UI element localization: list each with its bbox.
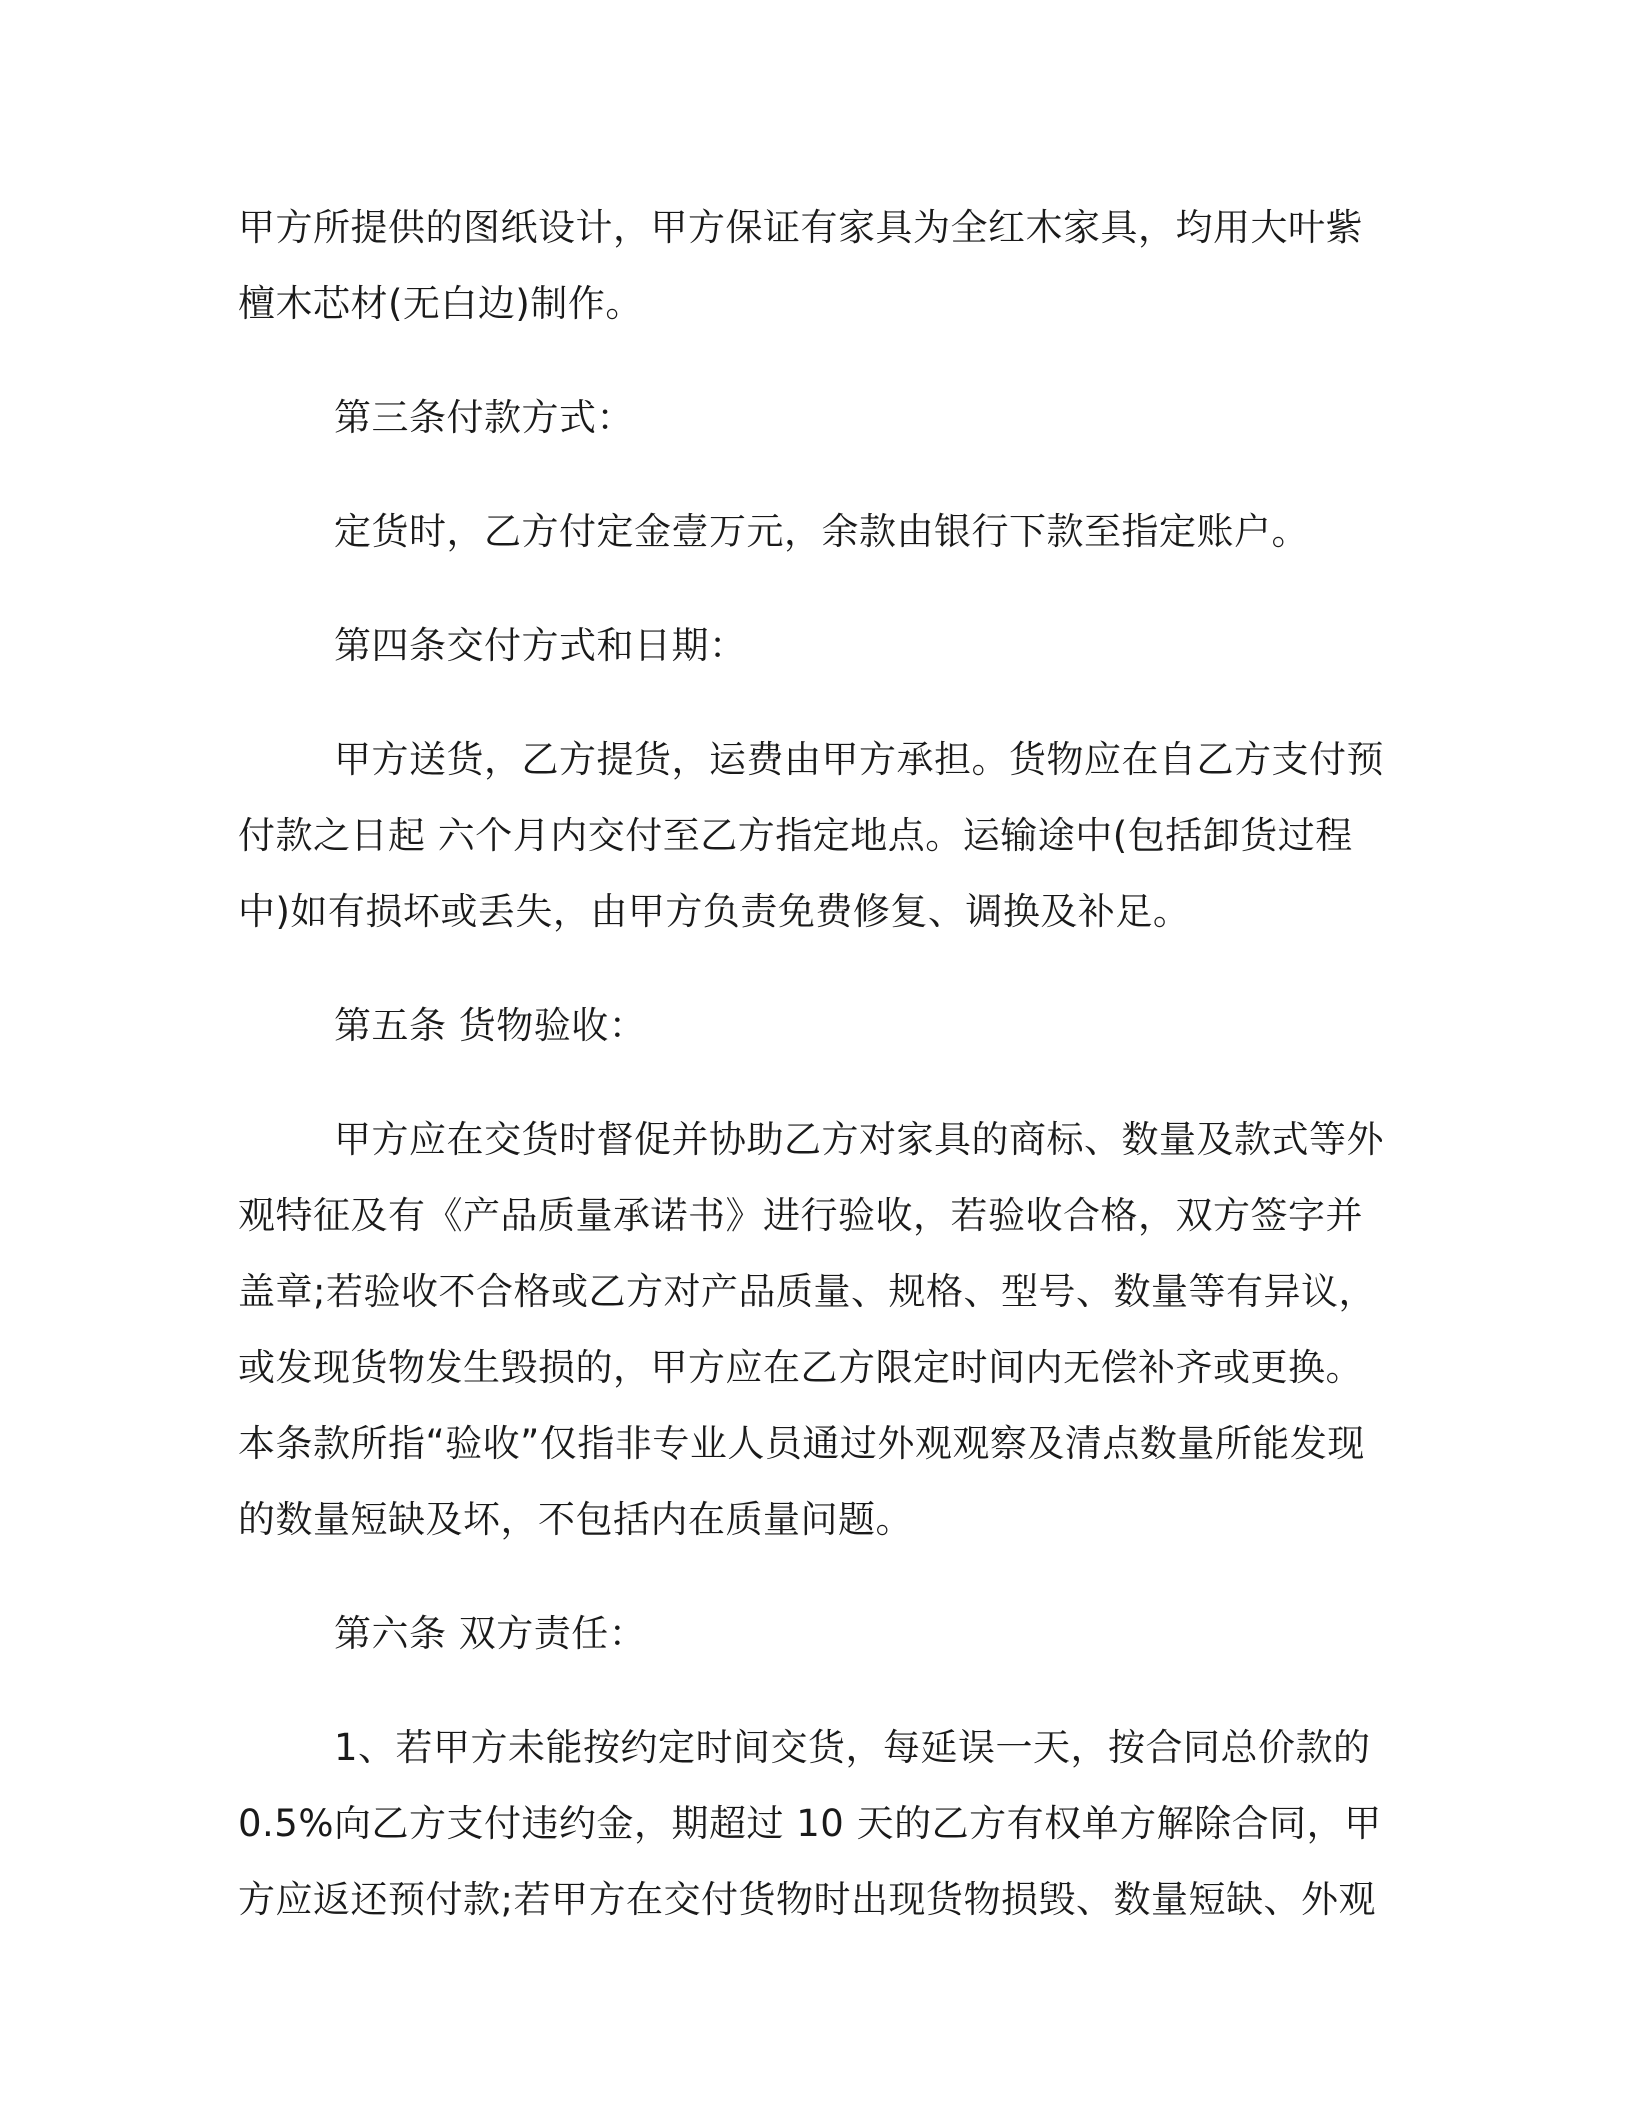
paragraph-delivery: 甲方送货，乙方提货，运费由甲方承担。货物应在自乙方支付预付款之日起 六个月内交付至乙方指定地点。运输途中(包括卸货过程中)如有损坏或丢失，由甲方负责免费修复、调换及补足。 bbox=[238, 738, 1384, 933]
document-body bbox=[238, 190, 1398, 1938]
section-heading-delivery: 第四条交付方式和日期： bbox=[334, 624, 747, 667]
paragraph-payment: 定货时，乙方付定金壹万元，余款由银行下款至指定账户。 bbox=[334, 510, 1309, 553]
paragraph-acceptance: 甲方应在交货时督促并协助乙方对家具的商标、数量及款式等外观特征及有《产品质量承诺书》进行验收，若验收合格，双方签字并盖章;若验收不合格或乙方对产品质量、规格、型号、数量等有异议，或发现货物发生毁损的，甲方应在乙方限定时间内无偿补齐或更换。本条款所指“验收”仅指非专业人员通过外观观察及清点数量所能发现的数量短缺及坏，不包括内在质量问题。 bbox=[238, 1118, 1384, 1541]
section-heading-payment: 第三条付款方式： bbox=[334, 396, 634, 439]
section-heading-responsibilities: 第六条 双方责任： bbox=[334, 1612, 647, 1655]
section-heading-acceptance: 第五条 货物验收： bbox=[334, 1004, 647, 1047]
paragraph-responsibility-1: 1、若甲方未能按约定时间交货，每延误一天，按合同总价款的0.5%向乙方支付违约金，期超过 10 天的乙方有权单方解除合同，甲方应返还预付款;若甲方在交付货物时出现货物损毁、数量短缺、外观 bbox=[238, 1726, 1382, 1921]
paragraph-material-statement: 甲方所提供的图纸设计，甲方保证有家具为全红木家具，均用大叶紫檀木芯材(无白边)制作。 bbox=[238, 206, 1363, 325]
